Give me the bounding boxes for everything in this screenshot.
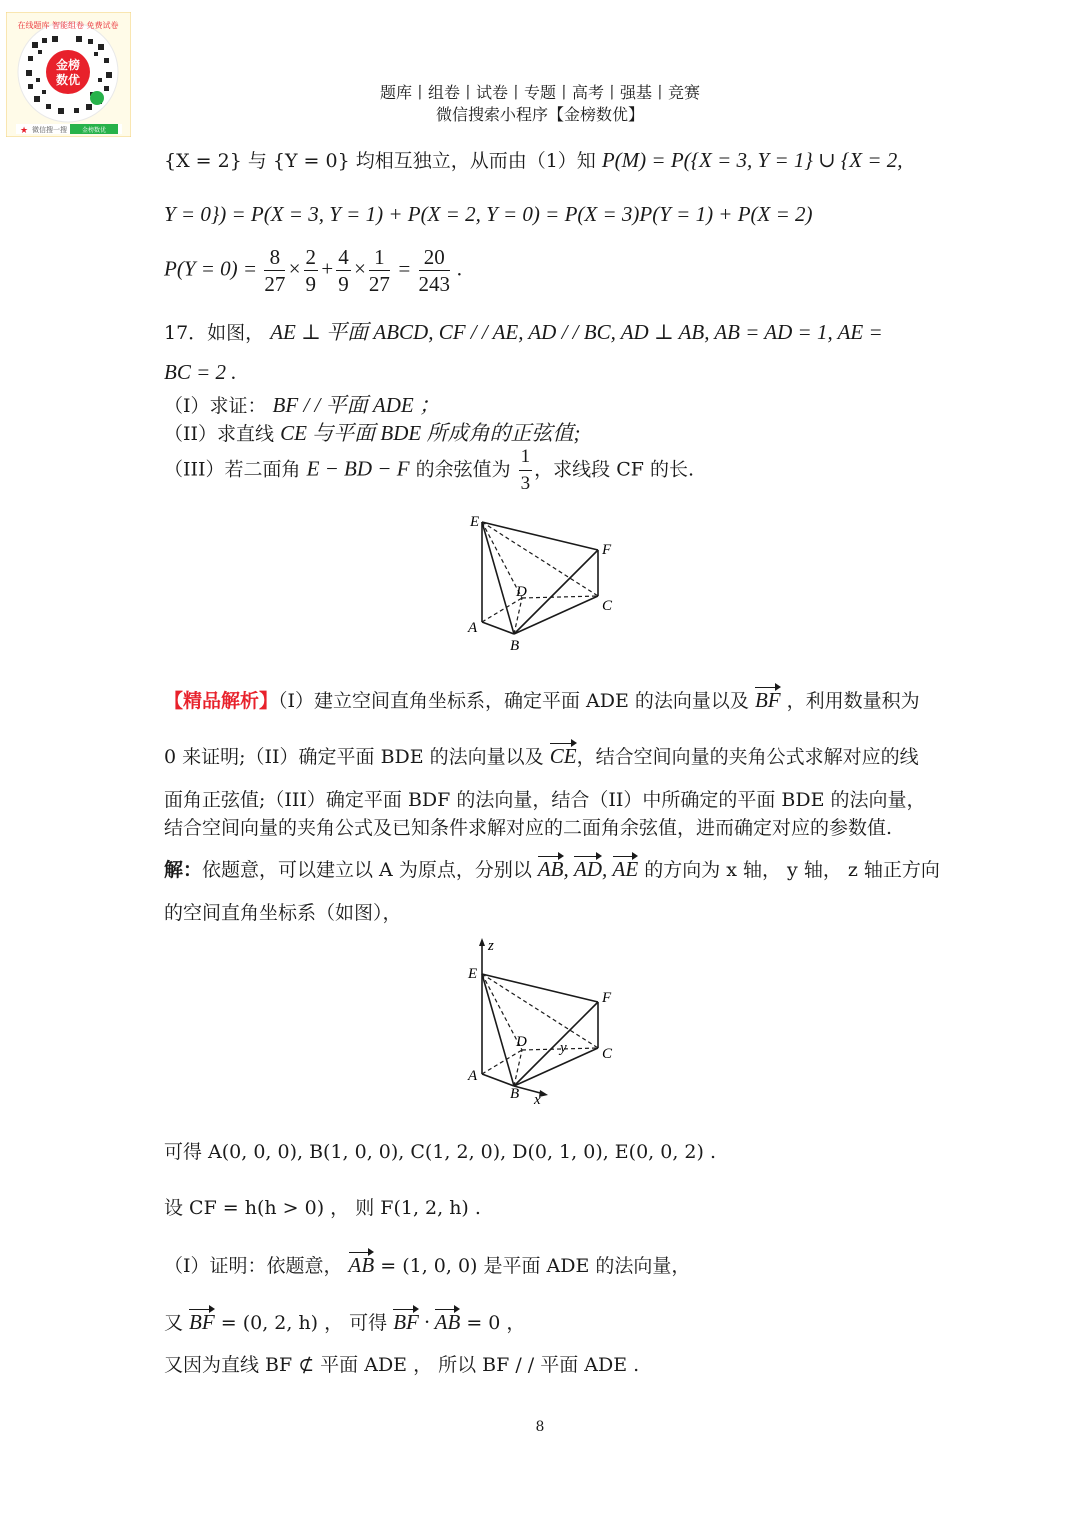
fig2-label-e: E [468, 966, 478, 982]
text-line-2: Y = 0}) = P(X = 3, Y = 1) + P(X = 2, Y = 0) = P(X = 3)P(Y = 1) + P(X = 2) [164, 202, 813, 226]
fig2-label-d: D [516, 1034, 527, 1050]
analysis-line-3: 面角正弦值;（III）确定平面 BDF 的法向量，结合（II）中所确定的平面 BDE 的法向量， [164, 789, 926, 811]
solution-line-2: 的空间直角坐标系（如图）， [164, 902, 402, 924]
vector-ce: CE [549, 744, 577, 768]
analysis-line-1: 【精品解析】（I）建立空间直角坐标系，确定平面 ADE 的法向量以及 BF ，利用数量积为 [164, 688, 920, 712]
analysis-tag: 【精品解析】 [164, 690, 279, 712]
question-17-stem: 17．如图， AE ⊥ 平面 ABCD, CF / / AE, AD / / BC, AD ⊥ AB, AB = AD = 1, AE = [164, 320, 883, 344]
solution-proof-line-2: 又 BF = (0, 2, h) ， 可得 BF · AB = 0 ， [164, 1310, 526, 1334]
fig2-label-y: y [560, 1040, 567, 1056]
header-nav: 题库丨组卷丨试卷丨专题丨高考丨强基丨竞赛 [379, 83, 700, 102]
fig1-label-c: C [602, 598, 613, 614]
fig2-label-b: B [510, 1086, 520, 1102]
analysis-line-2: 0 来证明;（II）确定平面 BDE 的法向量以及 CE，结合空间向量的夹角公式求解对应的线 [164, 744, 919, 768]
qr-center-top: 金榜 [55, 58, 81, 72]
fig2-label-x: x [534, 1092, 541, 1108]
question-17-part-2: （II）求直线 CE 与平面 BDE 所成角的正弦值; [164, 421, 581, 445]
fig2-label-z: z [488, 938, 494, 954]
question-17-stem-cont: BC = 2 . [164, 360, 237, 384]
fig1-label-a: A [468, 620, 478, 636]
question-17-part-1: （I）求证： BF / / 平面 ADE ； [164, 393, 440, 417]
fig1-label-b: B [510, 638, 520, 654]
fig2-label-f: F [602, 990, 612, 1006]
page-number: 8 [535, 1419, 545, 1435]
star-icon: ★ [20, 126, 29, 136]
figure-1-solid [460, 508, 630, 658]
solution-line-1: 解：依题意，可以建立以 A 为原点，分别以 AB, AD, AE 的方向为 x 轴， y 轴， z 轴正方向 [164, 857, 940, 881]
solution-proof-line-3: 又因为直线 BF ⊄ 平面 ADE ， 所以 BF / / 平面 ADE . [164, 1354, 640, 1376]
figure-2-coordinate-solid [460, 934, 640, 1110]
solution-proof-line-1: （I）证明：依题意， AB = (1, 0, 0) 是平面 ADE 的法向量， [164, 1253, 691, 1277]
fig1-label-f: F [602, 542, 612, 558]
solution-coordinates: 可得 A(0, 0, 0), B(1, 0, 0), C(1, 2, 0), D(0, 1, 0), E(0, 0, 2) . [164, 1141, 717, 1163]
qr-bottom-badge: 金榜数优 [81, 127, 107, 134]
fig1-label-d: D [516, 584, 527, 600]
probability-formula: P(Y = 0) = $\frac{8}{27}$ × $\frac{2}{9}$ + $\frac{4}{9}$ × $\frac{1}{27}$ = $\frac{20}{243}$ . [164, 245, 463, 296]
fig1-label-e: E [470, 514, 480, 530]
text-line-1: {X = 2} 与 {Y = 0} 均相互独立，从而由（1）知 P(M) = P({X = 3, Y = 1} ∪ {X = 2, [164, 148, 903, 172]
vector-bf: BF [754, 688, 781, 712]
fig2-label-c: C [602, 1046, 613, 1062]
analysis-line-4: 结合空间向量的夹角公式及已知条件求解对应的二面角余弦值，进而确定对应的参数值. [164, 817, 893, 839]
qr-bottom-text: 微信搜一搜 [32, 126, 67, 134]
solution-set-cf: 设 CF = h(h > 0) ， 则 F(1, 2, h) . [164, 1197, 481, 1219]
qr-center-bottom: 数优 [55, 73, 81, 87]
question-17-part-3: （III）若二面角 E − BD − F 的余弦值为 $\frac{1}{3}$ ，求线段 CF 的长. [164, 446, 694, 494]
fig2-label-a: A [468, 1068, 478, 1084]
header-search: 微信搜索小程序【金榜数优】 [435, 105, 644, 124]
qr-top-text: 在线题库 智能组卷 免费试卷 [17, 21, 119, 30]
